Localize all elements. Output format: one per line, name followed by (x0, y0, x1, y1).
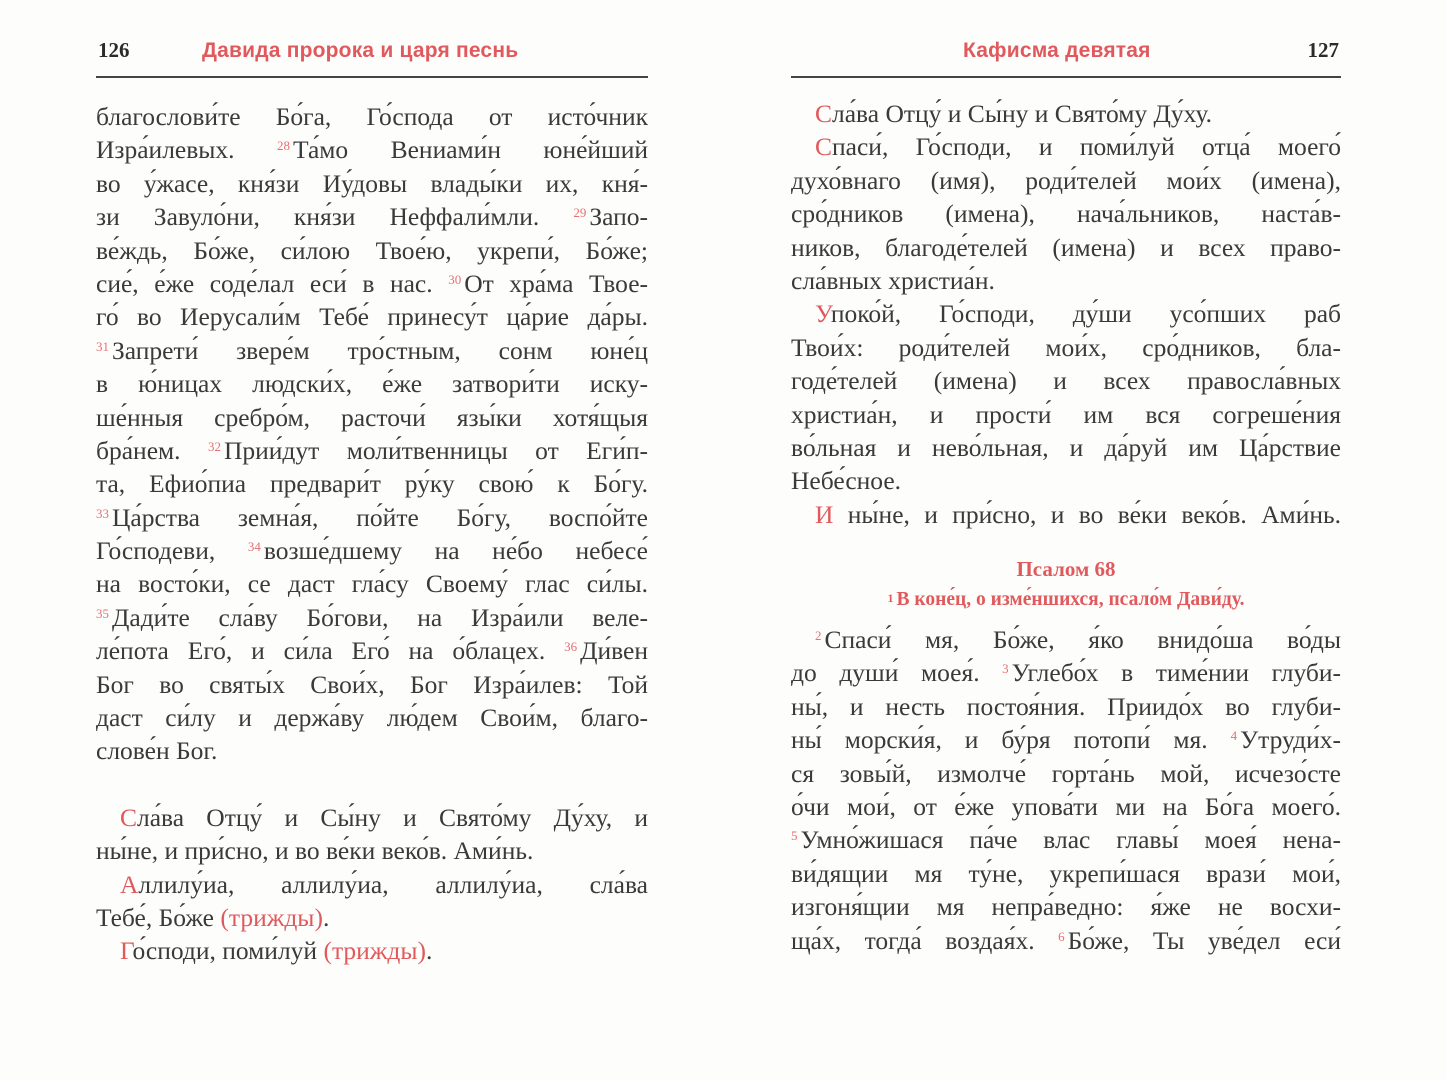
verse-text: духо́внаго (имя), роди́телей мои́х (имена), (791, 165, 1341, 195)
verse-text: Ди́вен (580, 636, 648, 666)
text-line (791, 623, 1341, 656)
right-page (791, 0, 1341, 955)
rubric-text: С (815, 132, 833, 162)
text-line (96, 434, 648, 467)
running-title: Давида пророка и царя песнь (202, 39, 519, 62)
verse-text: слове́н Бог. (96, 736, 218, 766)
verse-text: о́чи мои́, от е́же упова́ти ми на Бо́га моего́. (791, 792, 1341, 822)
running-title: Кафисма девятая (963, 39, 1151, 62)
text-line (791, 498, 1341, 531)
verse-text: Умно́жишася па́че влас главы́ моея́ нена- (800, 825, 1341, 855)
verse-text: ны́не, и при́сно, и во ве́ки веко́в. Ами́нь. (833, 499, 1341, 529)
psalm-subtitle (791, 585, 1341, 615)
verse-text: ви́дящии мя ту́не, укрепи́шася врази́ мои́, (791, 858, 1341, 888)
text-line (791, 431, 1341, 464)
text-line (96, 234, 648, 267)
verse-text: возше́дшему на не́бо небесе́ (263, 536, 648, 566)
verse-number: 5 (791, 828, 798, 844)
text-line (96, 334, 648, 367)
left-running-head (96, 0, 648, 62)
verse-text: во́льная и нево́льная, и да́руй им Ца́рствие (791, 432, 1341, 462)
verse-number: 2 (815, 628, 822, 644)
text-line (96, 567, 648, 600)
verse-text: ле́пота Его́, и си́ла Его́ на о́блацех. (96, 636, 565, 666)
verse-text: во у́жасе, кня́зи Иу́довы влады́ки их, кня́- (96, 168, 648, 198)
verse-text: христиа́н, и прости́ им вся согреше́ния (791, 399, 1341, 429)
text-line (96, 501, 648, 534)
rubric-text: (трижды) (323, 936, 427, 966)
rubric-text: (трижды) (220, 902, 323, 932)
verse-text: сие́, е́же соде́лал еси́ в нас. (96, 268, 449, 298)
text-line (96, 634, 648, 667)
psalm-subtitle-text: В коне́ц, о изме́ншихся, псало́м Дави́ду. (896, 589, 1245, 611)
text-line (96, 300, 648, 333)
verse-text: Дади́те сла́ву Бо́гови, на Изра́или веле- (112, 602, 648, 632)
text-line (791, 197, 1341, 230)
verse-text: Запо- (589, 202, 648, 232)
rubric-text: С (120, 802, 138, 832)
verse-text: ся зовы́й, измолче́ горта́нь мой, исчезо́сте (791, 758, 1341, 788)
header-rule (96, 76, 648, 78)
text-line (96, 934, 648, 967)
text-line (96, 801, 648, 834)
text-line (96, 100, 648, 133)
verse-text: ве́ждь, Бо́же, си́лою Твое́ю, укрепи́, Бо́же; (96, 235, 648, 265)
verse-text: . (426, 936, 433, 966)
verse-text: в ю́ницах людски́х, е́же затвори́ти иску- (96, 369, 648, 399)
verse-text: бра́нем. (96, 435, 208, 465)
paragraph-gap (96, 768, 648, 801)
left-page (96, 0, 649, 966)
verse-number: 33 (96, 505, 109, 521)
verse-text: ны́, и несть постоя́ния. Приидо́х во глуби- (791, 691, 1341, 721)
right-running-head (791, 0, 1341, 62)
verse-text: поко́й, Го́споди, ду́ши усо́пших раб (830, 299, 1341, 329)
verse-number: 30 (448, 271, 462, 287)
text-line (96, 534, 648, 567)
verse-text: Го́сподеви, (96, 536, 248, 566)
text-line (791, 297, 1341, 330)
text-line (96, 901, 648, 934)
text-line (791, 890, 1341, 923)
verse-number: 3 (1002, 661, 1009, 677)
verse-text: ны́ морски́я, и бу́ря потопи́ мя. (791, 725, 1231, 755)
text-line (96, 367, 648, 400)
text-line (791, 398, 1341, 431)
text-line (791, 690, 1341, 723)
text-line (791, 130, 1341, 163)
psalm-verses (791, 623, 1341, 957)
text-line (791, 823, 1341, 856)
text-line (791, 723, 1341, 756)
prayer-block (791, 97, 1341, 531)
verse-text: ла́ва Отцу́ и Сы́ну и Свято́му Ду́ху, и (137, 802, 648, 832)
doxology-block (96, 801, 648, 968)
text-line (96, 133, 648, 166)
verse-text: Прии́дут моли́твенницы от Еги́п- (223, 435, 648, 465)
left-body-text (96, 100, 648, 968)
verse-text: Углебо́х в тиме́нии глуби- (1011, 658, 1341, 688)
text-line (96, 834, 648, 867)
verse-text: до души́ моея́. (791, 658, 1003, 688)
verse-number: 28 (277, 138, 290, 154)
verse-text: благослови́те Бо́га, Го́спода от исто́чник (96, 102, 648, 131)
page-number: 127 (1307, 38, 1339, 62)
verse-number: 32 (207, 438, 221, 454)
verse-text: ников, благоде́телей (имена) и всех право- (791, 232, 1341, 262)
page-number: 126 (98, 38, 130, 62)
right-body-text (791, 97, 1341, 957)
verse-text: сро́дников (имена), нача́льников, наста́в- (791, 199, 1341, 229)
rubric-text: Г (120, 936, 133, 966)
verse-text: Ца́рства земна́я, по́йте Бо́гу, воспо́йте (112, 502, 648, 532)
verse-text: Та́мо Вениами́н юне́йший (293, 135, 648, 165)
verse-text: ллилу́иа, аллилу́иа, аллилу́иа, сла́ва (138, 869, 648, 899)
text-line (791, 464, 1341, 497)
text-line (791, 364, 1341, 397)
verse-text: Изра́илевых. (96, 135, 277, 165)
text-line (96, 601, 648, 634)
psalm-verses (96, 100, 648, 768)
verse-text: ше́нныя сребро́м, расточи́ язы́ки хотя́щыя (96, 402, 648, 432)
verse-text: ны́не, и при́сно, и во ве́ки веко́в. Ами́нь. (96, 836, 534, 866)
verse-text: . (322, 902, 330, 932)
verse-text: Бог во святы́х Свои́х, Бог Изра́илев: Той (96, 669, 648, 699)
rubric-text: А (120, 869, 139, 899)
text-line (791, 97, 1341, 130)
text-line (96, 401, 648, 434)
header-rule (791, 76, 1341, 78)
text-line (96, 200, 648, 233)
rubric-text: И (815, 499, 834, 529)
psalm-heading: Псалом 68 (1016, 557, 1116, 582)
verse-number: 36 (564, 639, 578, 655)
text-line (791, 331, 1341, 364)
verse-text: Утруди́х- (1240, 725, 1341, 755)
rubric-text: У (815, 299, 831, 329)
verse-text: даст си́лу и держа́ву лю́дем Свои́м, благо- (96, 703, 648, 733)
verse-text: зи Завуло́ни, кня́зи Неффали́мли. (96, 202, 574, 232)
verse-text: Тебе́, Бо́же (96, 902, 221, 932)
rubric-text: С (815, 99, 833, 128)
verse-number: 1 (887, 591, 894, 606)
verse-text: Запрети́ звере́м тро́стным, сонм юне́ц (112, 335, 648, 365)
text-line (791, 790, 1341, 823)
verse-text: Спаси́ мя, Бо́же, я́ко внидо́ша во́ды (824, 625, 1341, 655)
verse-text: ща́х, тогда́ воздая́х. (791, 925, 1059, 955)
verse-text: на восто́ки, се даст гла́су Своему́ глас си́лы. (96, 569, 648, 599)
text-line (96, 668, 648, 701)
text-line (791, 164, 1341, 197)
text-line (791, 231, 1341, 264)
text-line (791, 924, 1341, 957)
verse-text: Бо́же, Ты уве́дел еси́ (1067, 925, 1341, 955)
verse-text: Твои́х: роди́телей мои́х, сро́дников, бла- (791, 332, 1341, 362)
verse-text: годе́телей (имена) и всех правосла́вных (791, 366, 1341, 396)
verse-text: сла́вных христиа́н. (791, 265, 995, 295)
verse-text: ла́ва Отцу́ и Сы́ну и Свято́му Ду́ху. (832, 99, 1213, 128)
verse-text: паси́, Го́споди, и поми́луй отца́ моего́ (832, 132, 1341, 162)
text-line (96, 267, 648, 300)
text-line (791, 264, 1341, 297)
verse-number: 35 (96, 605, 109, 621)
verse-text: От хра́ма Твое- (464, 268, 649, 298)
verse-text: го́ во Иерусали́м Тебе́ принесу́т ца́рие да́ры. (96, 302, 648, 332)
text-line (791, 857, 1341, 890)
verse-number: 6 (1058, 928, 1065, 944)
text-line (791, 656, 1341, 689)
verse-number: 29 (573, 205, 587, 221)
verse-text: та, Ефио́пиа предвари́т ру́ку свою́ к Бо́гу. (96, 469, 648, 499)
verse-number: 4 (1230, 728, 1238, 744)
verse-text: о́споди, поми́луй (132, 936, 324, 966)
verse-text: Небе́сное. (791, 466, 902, 496)
text-line (96, 167, 648, 200)
text-line (791, 757, 1341, 790)
verse-text: изгоня́щии мя непра́ведно: я́же не восхи- (791, 892, 1341, 922)
text-line (96, 701, 648, 734)
text-line (96, 467, 648, 500)
verse-number: 34 (247, 539, 261, 555)
verse-number: 31 (96, 338, 109, 354)
text-line (96, 734, 648, 767)
text-line (96, 868, 648, 901)
